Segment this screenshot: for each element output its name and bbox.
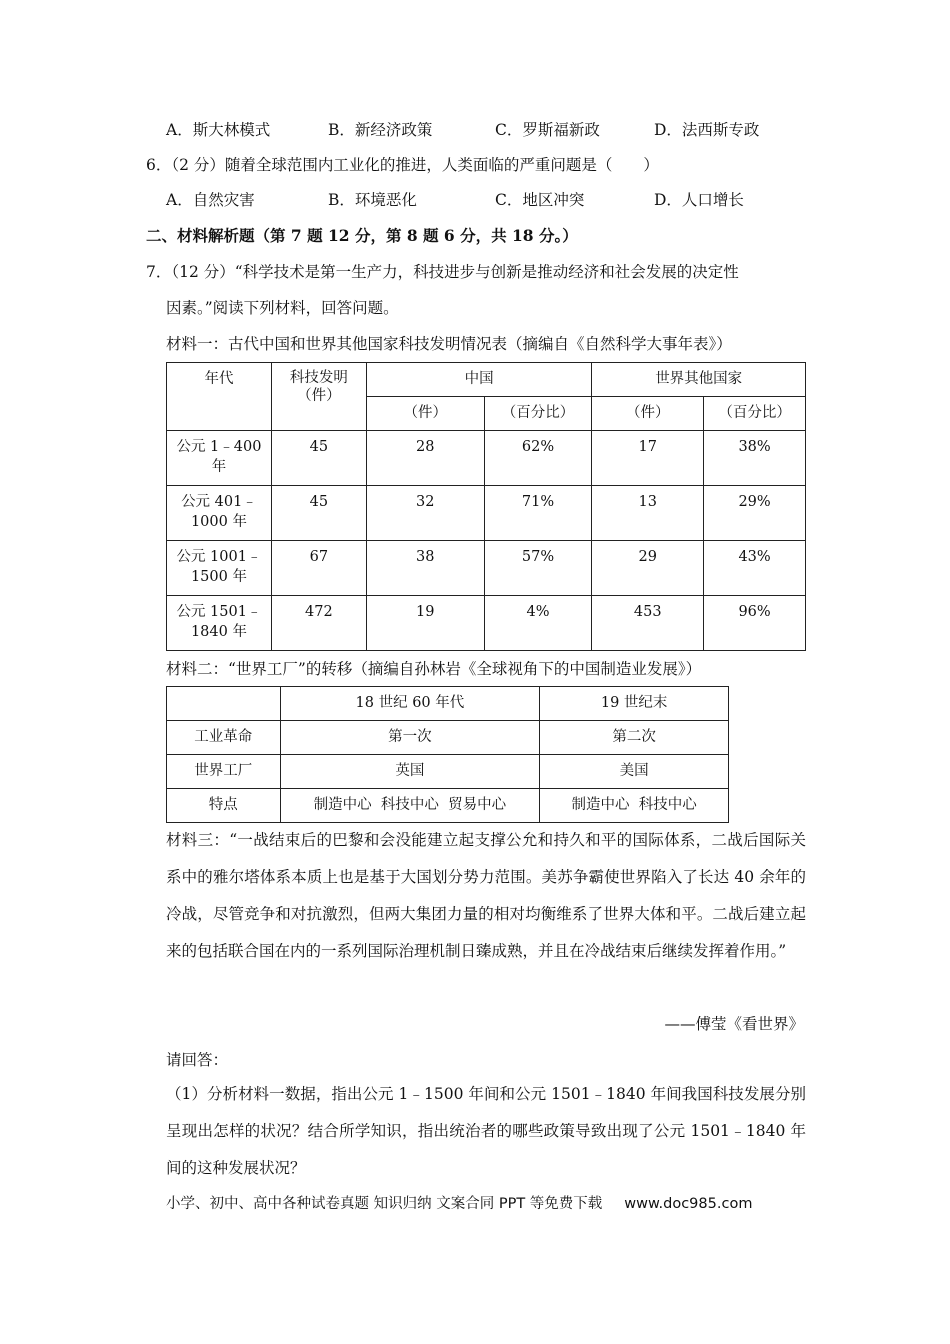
era-text: 公元 1﹣400 年 xyxy=(176,439,262,475)
header-world-pct: （百分比） xyxy=(704,397,806,431)
row-label: 工业革命 xyxy=(167,721,281,755)
era-text: 公元 1001﹣1500 年 xyxy=(176,549,262,585)
china-count-cell: 38 xyxy=(366,541,484,596)
material2-caption: 材料二：“世界工厂”的转移（摘编自孙林岩《全球视角下的中国制造业发展》） xyxy=(166,660,702,678)
header-world: 世界其他国家 xyxy=(592,363,806,397)
total-cell: 472 xyxy=(271,596,366,651)
q7-stem-line1: 7．（12 分）“科学技术是第一生产力，科技进步与创新是推动经济和社会发展的决定性 xyxy=(146,263,739,281)
q5-option-a: A．斯大林模式 xyxy=(166,121,271,139)
table-row xyxy=(167,596,806,651)
header-china-count: （件） xyxy=(366,397,484,431)
corner-cell xyxy=(167,687,281,721)
china-count-cell: 19 xyxy=(366,596,484,651)
answer-prompt: 请回答： xyxy=(166,1051,229,1069)
era-cell xyxy=(167,596,272,651)
era-text: 公元 1501﹣1840 年 xyxy=(176,604,262,640)
china-pct-cell: 57% xyxy=(484,541,592,596)
world-pct-cell: 29% xyxy=(704,486,806,541)
total-cell: 45 xyxy=(271,486,366,541)
cell-18th: 第一次 xyxy=(280,721,540,755)
header-era: 年代 xyxy=(167,363,272,431)
footer-url[interactable]: www.doc985.com xyxy=(624,1196,753,1212)
material1-caption: 材料一：古代中国和世界其他国家科技发明情况表（摘编自《自然科学大事年表》） xyxy=(166,335,732,353)
header-china: 中国 xyxy=(366,363,592,397)
q6-option-a: A．自然灾害 xyxy=(166,191,255,209)
table-row xyxy=(167,541,806,596)
table-row xyxy=(167,486,806,541)
q5-option-d: D．法西斯专政 xyxy=(654,121,760,139)
table-row xyxy=(167,721,729,755)
china-count-cell: 32 xyxy=(366,486,484,541)
cell-18th: 制造中心 科技中心 贸易中心 xyxy=(280,789,540,823)
header-total xyxy=(271,363,366,431)
row-label: 特点 xyxy=(167,789,281,823)
table-row xyxy=(167,431,806,486)
row-label: 世界工厂 xyxy=(167,755,281,789)
china-pct-cell: 4% xyxy=(484,596,592,651)
world-count-cell: 17 xyxy=(592,431,704,486)
footer xyxy=(166,1192,752,1213)
era-text: 公元 401﹣1000 年 xyxy=(181,494,257,530)
era-cell xyxy=(167,486,272,541)
table-row xyxy=(167,789,729,823)
total-cell: 45 xyxy=(271,431,366,486)
china-pct-cell: 71% xyxy=(484,486,592,541)
china-count-cell: 28 xyxy=(366,431,484,486)
q5-option-c: C．罗斯福新政 xyxy=(495,121,600,139)
science-invention-table xyxy=(166,362,806,651)
world-factory-table xyxy=(166,686,729,823)
world-count-cell: 13 xyxy=(592,486,704,541)
total-cell: 67 xyxy=(271,541,366,596)
q5-option-b: B．新经济政策 xyxy=(328,121,433,139)
cell-19th: 第二次 xyxy=(540,721,729,755)
table-row xyxy=(167,755,729,789)
cell-18th: 英国 xyxy=(280,755,540,789)
era-cell xyxy=(167,431,272,486)
world-pct-cell: 43% xyxy=(704,541,806,596)
world-pct-cell: 96% xyxy=(704,596,806,651)
attribution: ——傅莹《看世界》 xyxy=(664,1015,804,1033)
section-heading: 二、材料解析题（第 7 题 12 分，第 8 题 6 分，共 18 分。） xyxy=(146,226,578,245)
q6-option-b: B．环境恶化 xyxy=(328,191,417,209)
footer-text: 小学、初中、高中各种试卷真题 知识归纳 文案合同 PPT 等免费下载 xyxy=(166,1196,603,1212)
cell-19th: 美国 xyxy=(540,755,729,789)
header-18th-century: 18 世纪 60 年代 xyxy=(280,687,540,721)
cell-19th: 制造中心 科技中心 xyxy=(540,789,729,823)
world-pct-cell: 38% xyxy=(704,431,806,486)
q6-stem: 6．（2 分）随着全球范围内工业化的推进，人类面临的严重问题是（ ） xyxy=(146,156,659,174)
world-count-cell: 29 xyxy=(592,541,704,596)
china-pct-cell: 62% xyxy=(484,431,592,486)
header-19th-century: 19 世纪末 xyxy=(540,687,729,721)
sub-question-1: （1）分析材料一数据，指出公元 1﹣1500 年间和公元 1501﹣1840 年间我国科技发展分别呈现出怎样的状况？结合所学知识，指出统治者的哪些政策导致出现了公元 1501﹣1840 年间的这种发展状况？ xyxy=(166,1085,806,1177)
q6-option-c: C．地区冲突 xyxy=(495,191,585,209)
q6-option-d: D．人口增长 xyxy=(654,191,744,209)
header-china-pct: （百分比） xyxy=(484,397,592,431)
world-count-cell: 453 xyxy=(592,596,704,651)
header-world-count: （件） xyxy=(592,397,704,431)
header-total-text: 科技发明（件） xyxy=(289,370,348,404)
material3-paragraph: 材料三：“一战结束后的巴黎和会没能建立起支撑公允和持久和平的国际体系，二战后国际关系中的雅尔塔体系本质上也是基于大国划分势力范围。美苏争霸使世界陷入了长达 40 余年的冷战，尽管竞争和对抗激烈，但两大集团力量的相对均衡维系了世界大体和平。二战后建立起来的包括联合国在内的一系列国际治理机制日臻成熟，并且在冷战结束后继续发挥着作用。” xyxy=(166,831,806,960)
era-cell xyxy=(167,541,272,596)
q7-stem-line2: 因素。”阅读下列材料，回答问题。 xyxy=(166,299,399,317)
